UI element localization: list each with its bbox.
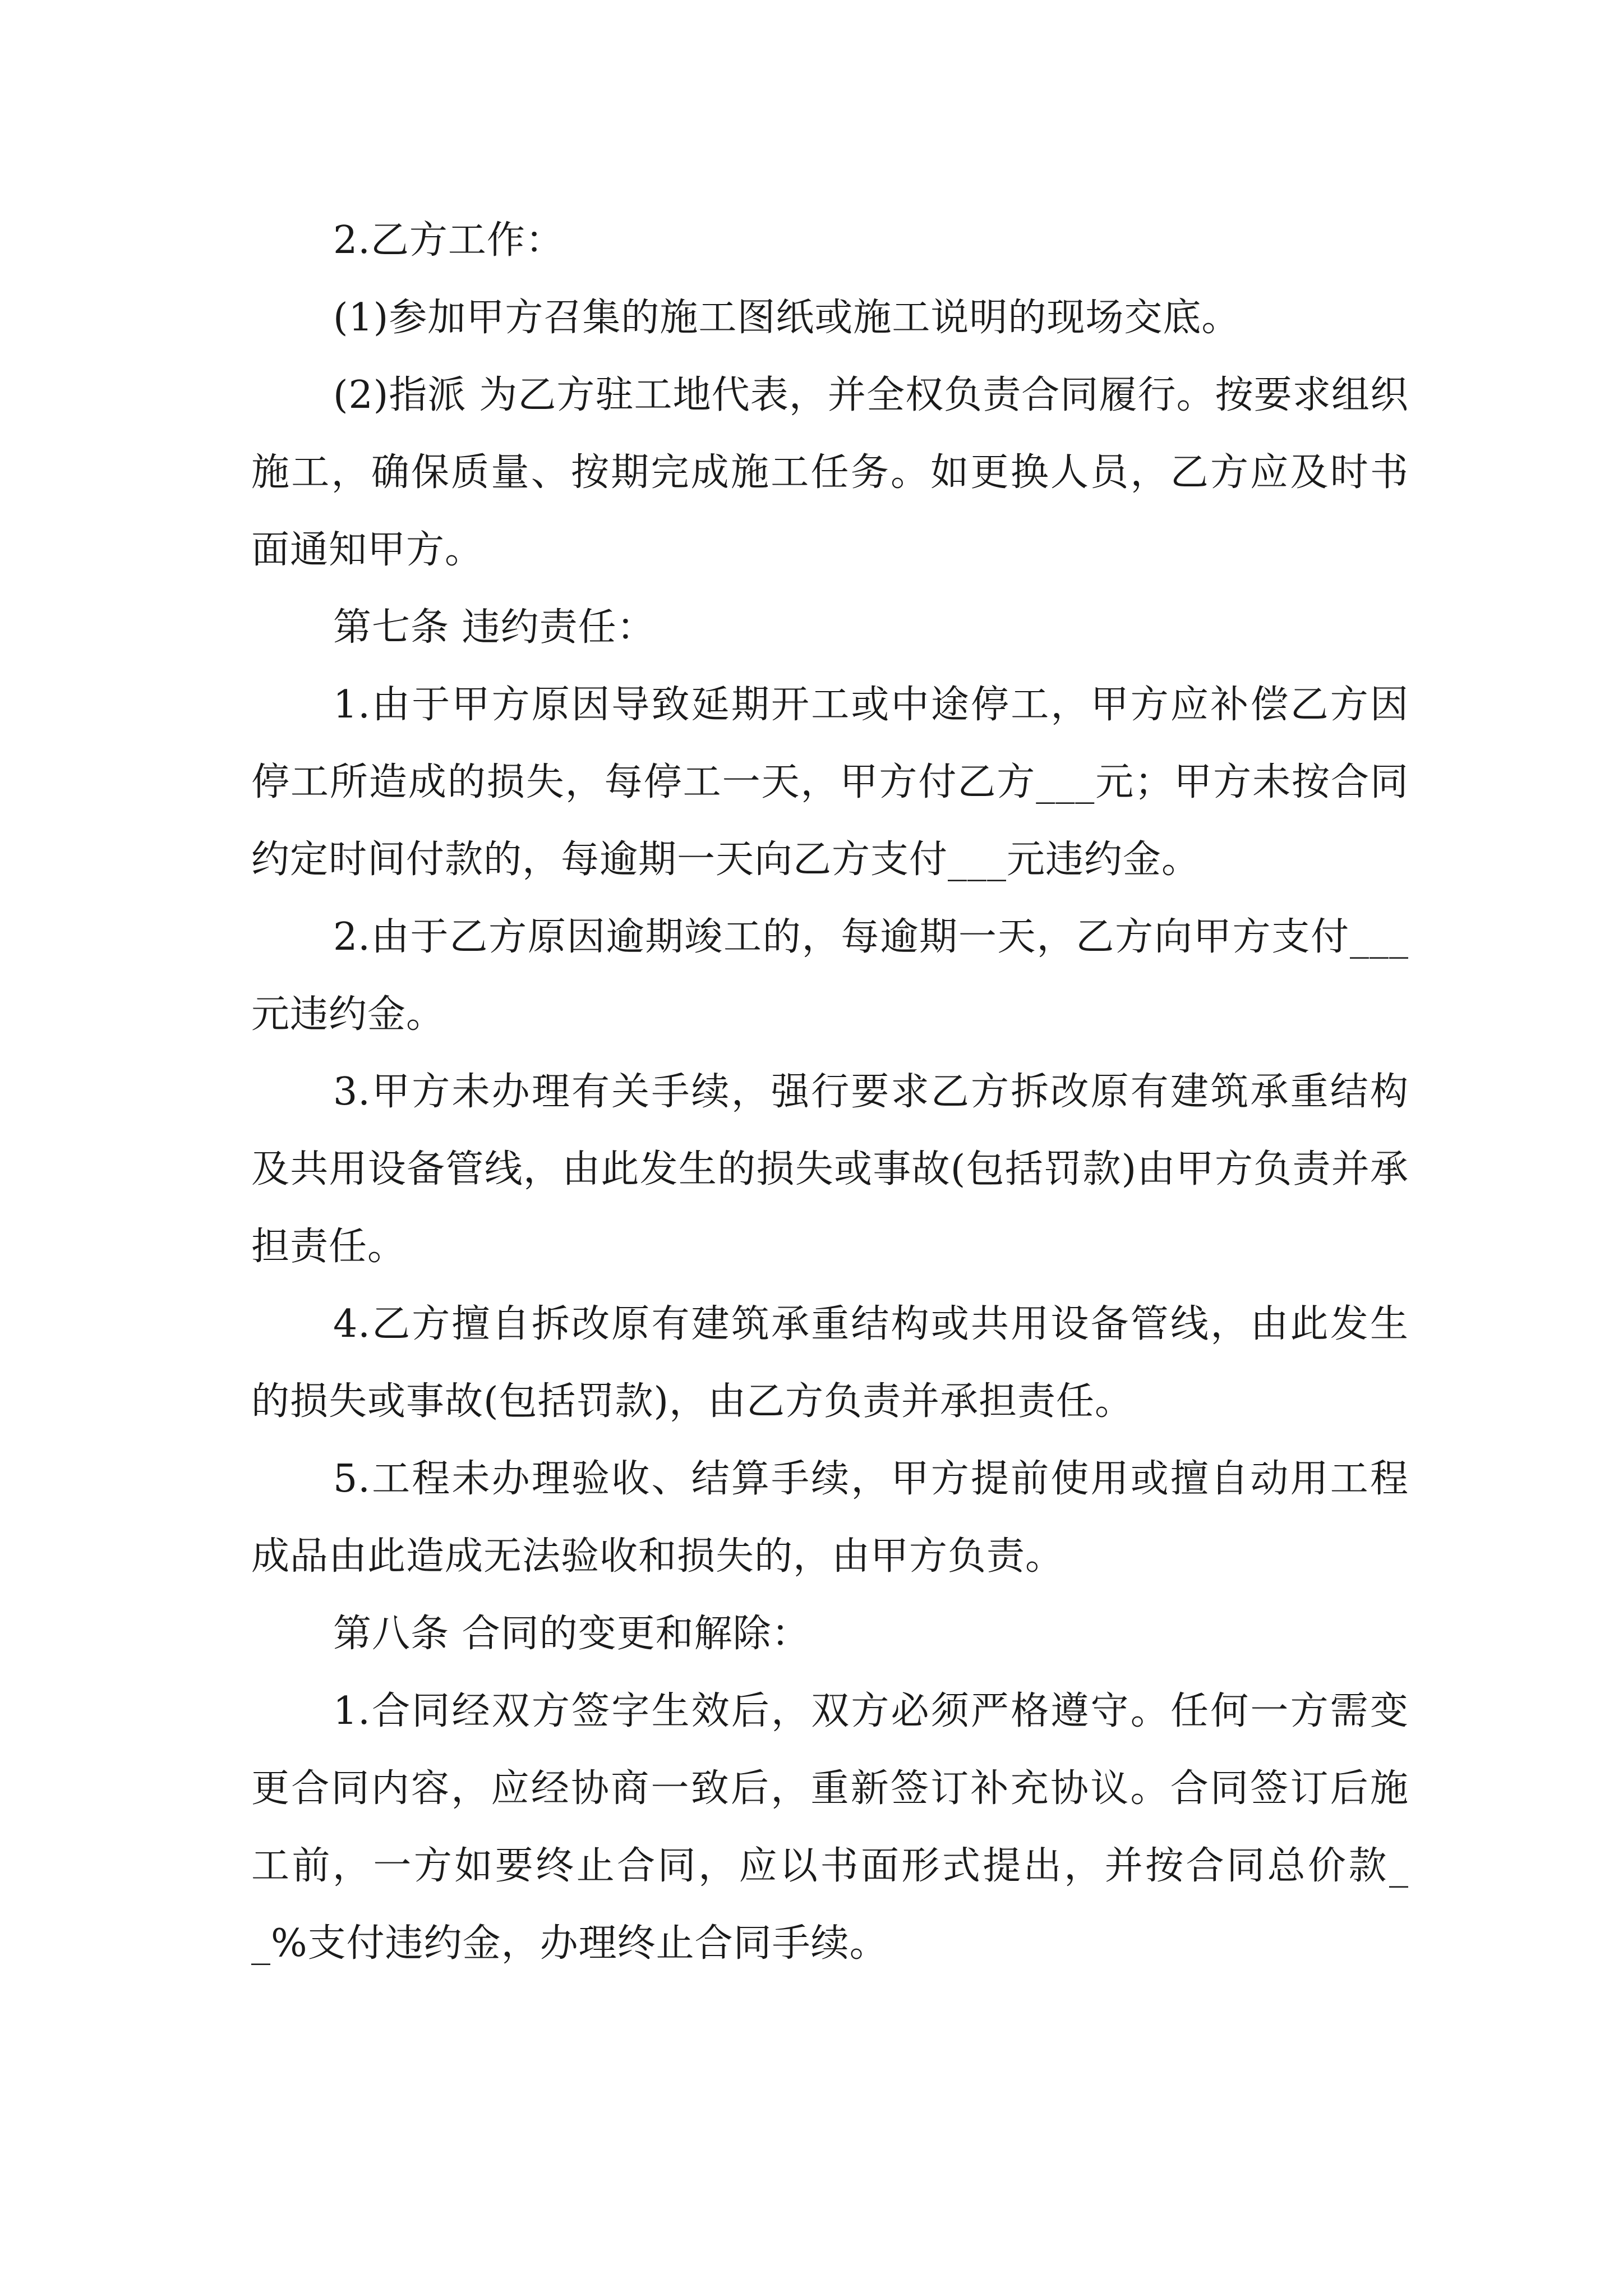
paragraph-9: 5.工程未办理验收、结算手续，甲方提前使用或擅自动用工程成品由此造成无法验收和损失的，由甲方负责。 [251,1457,1409,1579]
paragraph-8: 4.乙方擅自拆改原有建筑承重结构或共用设备管线，由此发生的损失或事故(包括罚款)，由乙方负责并承担责任。 [251,1302,1409,1424]
paragraph-11: 1.合同经双方签字生效后，双方必须严格遵守。任何一方需变更合同内容，应经协商一致后，重新签订补充协议。合同签订后施工前，一方如要终止合同，应以书面形式提出，并按合同总价款__%支付违约金，办理终止合同手续。 [251,1689,1409,1966]
paragraph-3: (2)指派 为乙方驻工地代表，并全权负责合同履行。按要求组织施工，确保质量、按期完成施工任务。如更换人员，乙方应及时书面通知甲方。 [251,373,1409,572]
paragraph-7: 3.甲方未办理有关手续，强行要求乙方拆改原有建筑承重结构及共用设备管线，由此发生的损失或事故(包括罚款)由甲方负责并承担责任。 [251,1070,1409,1269]
paragraph-1: 2.乙方工作： [333,218,564,263]
paragraph-2: (1)参加甲方召集的施工图纸或施工说明的现场交底。 [333,296,1241,340]
section-heading-8: 第八条 合同的变更和解除： [333,1612,810,1656]
paragraph-5: 1.由于甲方原因导致延期开工或中途停工，甲方应补偿乙方因停工所造成的损失，每停工一天，甲方付乙方___元；甲方未按合同约定时间付款的，每逾期一天向乙方支付___元违约金。 [251,683,1409,882]
section-heading-7: 第七条 违约责任： [333,605,656,650]
paragraph-6: 2.由于乙方原因逾期竣工的，每逾期一天，乙方向甲方支付___元违约金。 [251,915,1409,1037]
document-page [251,202,1409,1982]
